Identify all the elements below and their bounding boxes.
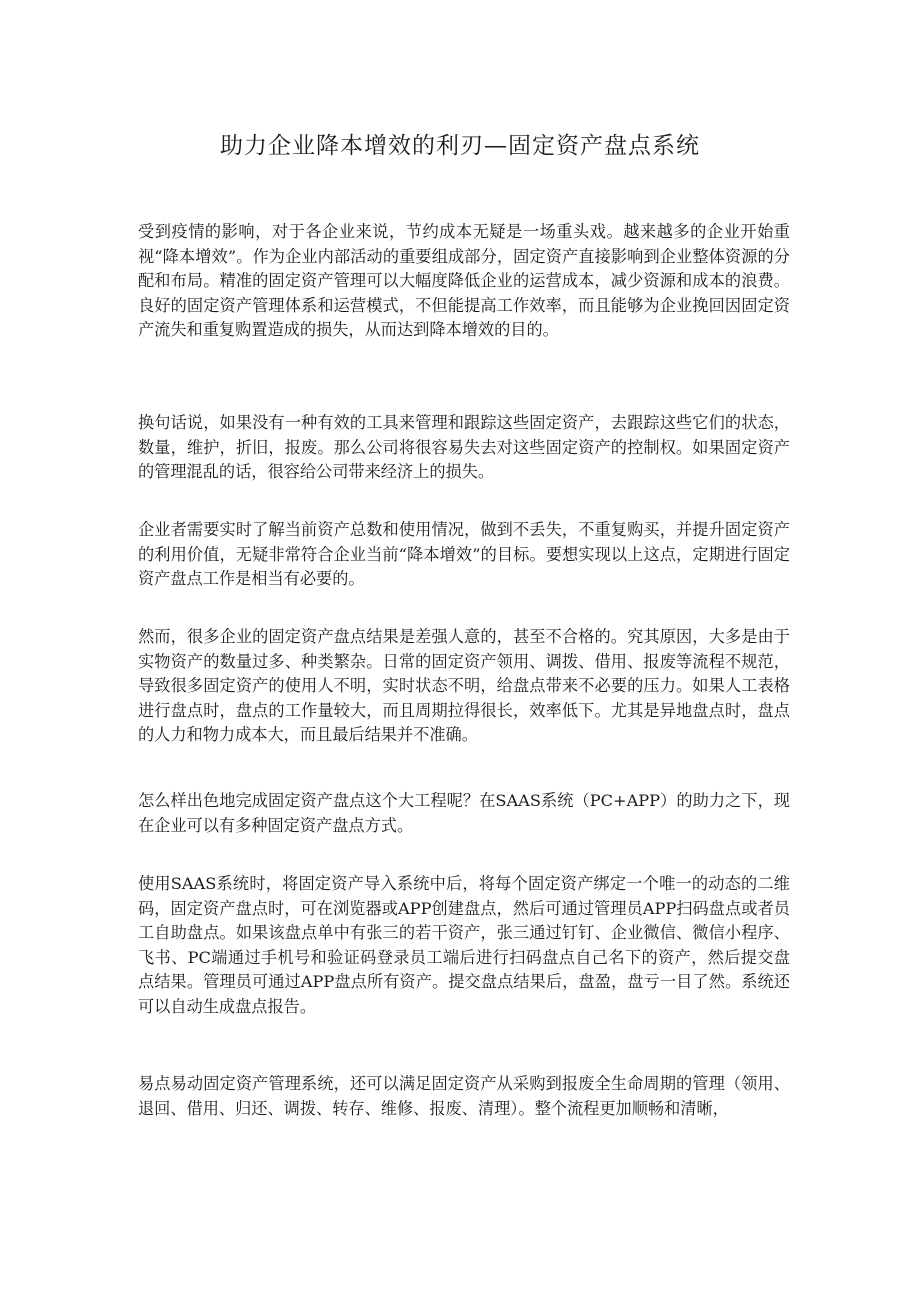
paragraph-5: 怎么样出色地完成固定资产盘点这个大工程呢？在SAAS系统（PC+APP）的助力之下，现在企业可以有多种固定资产盘点方式。 xyxy=(138,791,790,835)
paragraph-3: 企业者需要实时了解当前资产总数和使用情况，做到不丢失，不重复购买，并提升固定资产的利用价值，无疑非常符合企业当前“降本增效”的目标。要想实现以上这点，定期进行固定资产盘点工作是相当有必要的。 xyxy=(138,520,790,588)
paragraph-4: 然而，很多企业的固定资产盘点结果是差强人意的，甚至不合格的。究其原因，大多是由于实物资产的数量过多、种类繁杂。日常的固定资产领用、调拨、借用、报废等流程不规范，导致很多固定资产的使用人不明，实时状态不明，给盘点带来不必要的压力。如果人工表格进行盘点时，盘点的工作量较大，而且周期拉得很长，效率低下。尤其是异地盘点时，盘点的人力和物力成本大，而且最后结果并不准确。 xyxy=(138,627,790,744)
paragraph-7: 易点易动固定资产管理系统，还可以满足固定资产从采购到报废全生命周期的管理（领用、退回、借用、归还、调拨、转存、维修、报废、清理）。整个流程更加顺畅和清晰， xyxy=(138,1074,790,1118)
paragraph-2: 换句话说，如果没有一种有效的工具来管理和跟踪这些固定资产，去跟踪这些它们的状态，数量，维护，折旧，报废。那么公司将很容易失去对这些固定资产的控制权。如果固定资产的管理混乱的话，很容给公司带来经济上的损失。 xyxy=(138,413,790,481)
paragraph-1: 受到疫情的影响，对于各企业来说，节约成本无疑是一场重头戏。越来越多的企业开始重视“降本增效”。作为企业内部活动的重要组成部分，固定资产直接影响到企业整体资源的分配和布局。精准的固定资产管理可以大幅度降低企业的运营成本，减少资源和成本的浪费。良好的固定资产管理体系和运营模式，不但能提高工作效率，而且能够为企业挽回因固定资产流失和重复购置造成的损失，从而达到降本增效的目的。 xyxy=(138,222,790,339)
document-title: 助力企业降本增效的利刃—固定资产盘点系统 xyxy=(220,133,700,159)
paragraph-6: 使用SAAS系统时，将固定资产导入系统中后，将每个固定资产绑定一个唯一的动态的二维码，固定资产盘点时，可在浏览器或APP创建盘点，然后可通过管理员APP扫码盘点或者员工自助盘点。如果该盘点单中有张三的若干资产，张三通过钉钉、企业微信、微信小程序、飞书、PC端通过手机号和验证码登录员工端后进行扫码盘点自己名下的资产，然后提交盘点结果。管理员可通过APP盘点所有资产。提交盘点结果后，盘盈，盘亏一目了然。系统还可以自动生成盘点报告。 xyxy=(138,874,790,1016)
